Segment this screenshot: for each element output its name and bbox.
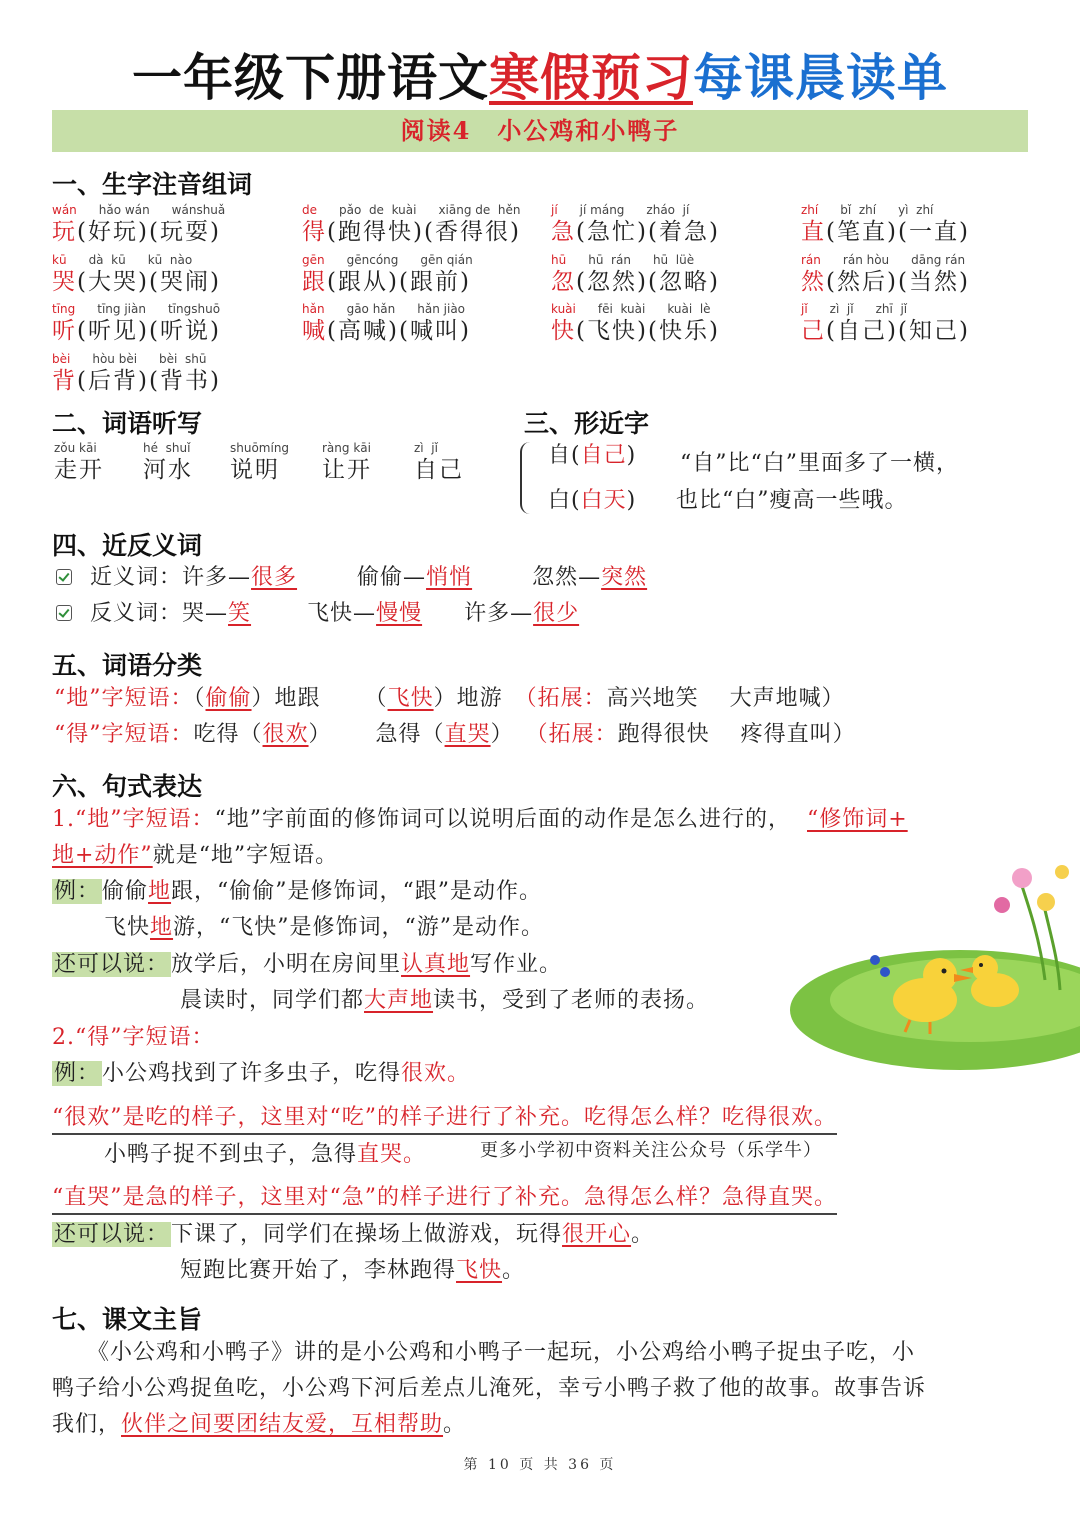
vocab-words: 玩(好玩)(玩耍) bbox=[52, 219, 221, 245]
example-1: 例：偷偷地跟，“偷偷”是修饰词，“跟”是动作。 bbox=[54, 879, 543, 904]
brace-icon bbox=[520, 442, 536, 514]
example-3: 例：小公鸡找到了许多虫子，吃得很欢。 bbox=[54, 1061, 471, 1086]
vocab-char: 然 bbox=[801, 269, 826, 295]
checkbox-icon bbox=[56, 569, 72, 585]
section-2-heading: 二、词语听写 bbox=[52, 409, 203, 438]
also-say-tag: 还可以说： bbox=[54, 952, 170, 977]
similar-row-2: 白(白天) bbox=[548, 488, 637, 513]
section-1-heading: 一、生字注音组词 bbox=[52, 170, 253, 199]
vocab-item bbox=[551, 253, 801, 297]
pinyin-line bbox=[551, 302, 801, 316]
vocab-words: 然(然后)(当然) bbox=[801, 269, 970, 295]
vocab-item bbox=[801, 253, 1051, 297]
word2-pinyin: hǎn jiào bbox=[417, 302, 466, 316]
dictation-item bbox=[143, 441, 193, 485]
char-pinyin: de bbox=[302, 203, 317, 217]
char-pinyin: rán bbox=[801, 253, 821, 267]
word-2: 背书 bbox=[159, 368, 210, 394]
word-1: 后背 bbox=[87, 368, 138, 394]
vocab-item bbox=[551, 203, 801, 247]
vocab-item bbox=[52, 203, 302, 247]
word1-pinyin: hū rán bbox=[588, 253, 631, 267]
dictation-item bbox=[230, 441, 289, 485]
word-1: 自己 bbox=[836, 318, 887, 344]
word1-pinyin: bǐ zhí bbox=[840, 203, 877, 217]
word-1: 跑得快 bbox=[337, 219, 413, 245]
word-1: 大哭 bbox=[87, 269, 138, 295]
note-2: “直哭”是急的样子，这里对“急”的样子进行了补充。急得怎么样？急得直哭。 bbox=[52, 1183, 837, 1215]
pinyin-line bbox=[302, 302, 552, 316]
word1-pinyin: zì jǐ bbox=[829, 302, 854, 316]
dictation-pinyin: ràng kāi bbox=[322, 441, 371, 455]
char-pinyin: jí bbox=[551, 203, 558, 217]
vocab-char: 直 bbox=[801, 219, 826, 245]
section-7-heading: 七、课文主旨 bbox=[52, 1305, 203, 1334]
vocab-char: 背 bbox=[52, 368, 77, 394]
checkbox-icon bbox=[56, 605, 72, 621]
also-say-tag: 还可以说： bbox=[54, 1222, 170, 1247]
synonym-row: 近义词：许多—很多 偷偷—悄悄 忽然—突然 bbox=[56, 563, 647, 593]
pinyin-line bbox=[801, 253, 1051, 267]
word-2: 跟前 bbox=[409, 269, 460, 295]
word2-pinyin: xiāng de hěn bbox=[438, 203, 521, 217]
vocab-item bbox=[801, 302, 1051, 346]
pinyin-line bbox=[52, 352, 302, 366]
vocab-char: 快 bbox=[551, 318, 576, 344]
dictation-word: 自己 bbox=[414, 457, 464, 483]
word2-pinyin: kū nào bbox=[147, 253, 193, 267]
word1-pinyin: dà kū bbox=[88, 253, 126, 267]
word-2: 玩耍 bbox=[159, 219, 210, 245]
ducklings-illustration bbox=[790, 850, 1080, 1070]
page-title: 一年级下册语文寒假预习每课晨读单 bbox=[132, 49, 948, 107]
example-4: 小鸭子捉不到虫子，急得直哭。 bbox=[104, 1142, 427, 1167]
word-2: 一直 bbox=[908, 219, 959, 245]
vocab-item bbox=[801, 203, 1051, 247]
word-1: 然后 bbox=[836, 269, 887, 295]
also-say-3: 还可以说：下课了，同学们在操场上做游戏，玩得很开心。 bbox=[54, 1222, 655, 1247]
vocab-words: 快(飞快)(快乐) bbox=[551, 318, 720, 344]
vocab-words: 听(听见)(听说) bbox=[52, 318, 221, 344]
pinyin-line bbox=[801, 302, 1051, 316]
vocab-char: 急 bbox=[551, 219, 576, 245]
word2-pinyin: zháo jí bbox=[646, 203, 690, 217]
also-say-2: 晨读时，同学们都大声地读书，受到了老师的表扬。 bbox=[180, 988, 710, 1013]
word1-pinyin: rán hòu bbox=[842, 253, 890, 267]
vocab-words: 跟(跟从)(跟前) bbox=[302, 269, 471, 295]
word-1: 高喊 bbox=[337, 318, 388, 344]
dictation-pinyin: zì jǐ bbox=[414, 441, 438, 455]
vocab-char: 哭 bbox=[52, 269, 77, 295]
pinyin-line bbox=[52, 302, 302, 316]
vocab-item bbox=[52, 352, 302, 396]
vocab-item bbox=[52, 253, 302, 297]
promo-text: 更多小学初中资料关注公众号（乐学牛） bbox=[480, 1140, 822, 1161]
classify-row-2: “得”字短语：吃得（很欢） 急得（直哭） （拓展：跑得很快 疼得直叫） bbox=[54, 722, 856, 747]
vocab-item bbox=[302, 253, 552, 297]
word-2: 喊叫 bbox=[409, 318, 460, 344]
classify-row-1: “地”字短语：（偷偷）地跟 （飞快）地游 （拓展：高兴地笑 大声地喊） bbox=[54, 686, 845, 711]
char-pinyin: hū bbox=[551, 253, 567, 267]
char-pinyin: gēn bbox=[302, 253, 325, 267]
dictation-word: 让开 bbox=[322, 457, 372, 483]
vocab-words: 背(后背)(背书) bbox=[52, 368, 221, 394]
pinyin-line bbox=[302, 203, 552, 217]
vocab-char: 跟 bbox=[302, 269, 327, 295]
word-1: 好玩 bbox=[87, 219, 138, 245]
expr-point-2: 2.“得”字短语： bbox=[52, 1025, 215, 1050]
word1-pinyin: jí máng bbox=[579, 203, 625, 217]
similar-row-1: 自(自己) bbox=[548, 443, 637, 468]
word2-pinyin: hū lüè bbox=[652, 253, 695, 267]
page-footer: 第 10 页 共 36 页 bbox=[463, 1457, 617, 1473]
dictation-item bbox=[322, 441, 372, 485]
pinyin-line bbox=[302, 253, 552, 267]
word-2: 香得很 bbox=[434, 219, 510, 245]
dictation-item bbox=[54, 441, 104, 485]
word-2: 哭闹 bbox=[159, 269, 210, 295]
word1-pinyin: gēncóng bbox=[346, 253, 399, 267]
example-tag: 例： bbox=[54, 879, 101, 904]
word-1: 急忙 bbox=[586, 219, 637, 245]
vocab-item bbox=[302, 203, 552, 247]
word-2: 听说 bbox=[159, 318, 210, 344]
section-3-heading: 三、形近字 bbox=[524, 409, 650, 438]
word-2: 着急 bbox=[658, 219, 709, 245]
word2-pinyin: wánshuǎ bbox=[171, 203, 226, 217]
char-pinyin: hǎn bbox=[302, 302, 325, 316]
word2-pinyin: yì zhí bbox=[898, 203, 934, 217]
note-1: “很欢”是吃的样子，这里对“吃”的样子进行了补充。吃得怎么样？吃得很欢。 bbox=[52, 1103, 837, 1135]
vocab-char: 忽 bbox=[551, 269, 576, 295]
word2-pinyin: zhī jǐ bbox=[875, 302, 908, 316]
dictation-item bbox=[414, 441, 464, 485]
word1-pinyin: tīng jiàn bbox=[97, 302, 146, 316]
vocab-char: 玩 bbox=[52, 219, 77, 245]
word1-pinyin: hòu bèi bbox=[92, 352, 138, 366]
word-2: 忽略 bbox=[658, 269, 709, 295]
similar-note-2: 也比“白”瘦高一些哦。 bbox=[676, 488, 908, 513]
vocab-words: 忽(忽然)(忽略) bbox=[551, 269, 720, 295]
also-say-1: 还可以说：放学后，小明在房间里认真地写作业。 bbox=[54, 952, 563, 977]
theme-line-3: 我们，伙伴之间要团结友爱，互相帮助。 bbox=[52, 1412, 467, 1437]
vocab-char: 喊 bbox=[302, 318, 327, 344]
word-2: 当然 bbox=[908, 269, 959, 295]
antonym-row: 反义词：哭—笑 飞快—慢慢 许多—很少 bbox=[56, 599, 579, 629]
vocab-words: 哭(大哭)(哭闹) bbox=[52, 269, 221, 295]
pinyin-line bbox=[52, 203, 302, 217]
word-1: 忽然 bbox=[586, 269, 637, 295]
word2-pinyin: gēn qián bbox=[420, 253, 473, 267]
theme-line-1: 《小公鸡和小鸭子》讲的是小公鸡和小鸭子一起玩，小公鸡给小鸭子捉虫子吃，小 bbox=[52, 1340, 916, 1365]
example-2: 飞快地游，“飞快”是修饰词，“游”是动作。 bbox=[104, 915, 545, 940]
word2-pinyin: kuài lè bbox=[667, 302, 711, 316]
word2-pinyin: dāng rán bbox=[911, 253, 966, 267]
word2-pinyin: tīngshuō bbox=[167, 302, 221, 316]
word1-pinyin: gāo hǎn bbox=[346, 302, 396, 316]
pinyin-line bbox=[551, 203, 801, 217]
dictation-word: 说明 bbox=[230, 457, 280, 483]
char-pinyin: kū bbox=[52, 253, 67, 267]
word-1: 听见 bbox=[87, 318, 138, 344]
theme-line-2: 鸭子给小公鸡捉鱼吃，小公鸡下河后差点儿淹死，幸亏小鸭子救了他的故事。故事告诉 bbox=[52, 1376, 927, 1401]
dictation-word: 走开 bbox=[54, 457, 104, 483]
lesson-banner: 阅读4 小公鸡和小鸭子 bbox=[52, 110, 1028, 152]
section-5-heading: 五、词语分类 bbox=[52, 651, 203, 680]
vocab-words: 得(跑得快)(香得很) bbox=[302, 219, 521, 245]
pinyin-line bbox=[52, 253, 302, 267]
char-pinyin: bèi bbox=[52, 352, 71, 366]
example-tag: 例： bbox=[54, 1061, 101, 1086]
vocab-words: 喊(高喊)(喊叫) bbox=[302, 318, 471, 344]
dictation-pinyin: shuōmíng bbox=[230, 441, 290, 455]
expr-point-1-cont: 地+动作”就是“地”字短语。 bbox=[52, 843, 339, 868]
word1-pinyin: fēi kuài bbox=[597, 302, 646, 316]
section-4-heading: 四、近反义词 bbox=[52, 531, 203, 560]
section-6-heading: 六、句式表达 bbox=[52, 772, 203, 801]
similar-note-1: “自”比“白”里面多了一横， bbox=[680, 451, 959, 476]
vocab-words: 急(急忙)(着急) bbox=[551, 219, 720, 245]
word-1: 笔直 bbox=[836, 219, 887, 245]
vocab-char: 己 bbox=[801, 318, 826, 344]
word1-pinyin: pǎo de kuài bbox=[339, 203, 417, 217]
char-pinyin: zhí bbox=[801, 203, 819, 217]
vocab-item bbox=[551, 302, 801, 346]
char-pinyin: wán bbox=[52, 203, 77, 217]
char-pinyin: tīng bbox=[52, 302, 76, 316]
also-say-4: 短跑比赛开始了，李林跑得飞快。 bbox=[180, 1258, 526, 1283]
dictation-pinyin: zǒu kāi bbox=[54, 441, 97, 455]
pinyin-line bbox=[801, 203, 1051, 217]
vocab-item bbox=[302, 302, 552, 346]
vocab-char: 听 bbox=[52, 318, 77, 344]
word-2: 知己 bbox=[908, 318, 959, 344]
word-1: 飞快 bbox=[586, 318, 637, 344]
char-pinyin: jǐ bbox=[801, 302, 808, 316]
word1-pinyin: hǎo wán bbox=[98, 203, 150, 217]
vocab-item bbox=[52, 302, 302, 346]
expr-point-1: 1.“地”字短语：“地”字前面的修饰词可以说明后面的动作是怎么进行的， “修饰词+ bbox=[52, 807, 908, 832]
word2-pinyin: bèi shū bbox=[159, 352, 207, 366]
vocab-words: 直(笔直)(一直) bbox=[801, 219, 970, 245]
char-pinyin: kuài bbox=[551, 302, 576, 316]
pinyin-line bbox=[551, 253, 801, 267]
dictation-pinyin: hé shuǐ bbox=[143, 441, 191, 455]
word-1: 跟从 bbox=[337, 269, 388, 295]
dictation-word: 河水 bbox=[143, 457, 193, 483]
word-2: 快乐 bbox=[658, 318, 709, 344]
vocab-char: 得 bbox=[302, 219, 327, 245]
vocab-words: 己(自己)(知己) bbox=[801, 318, 970, 344]
